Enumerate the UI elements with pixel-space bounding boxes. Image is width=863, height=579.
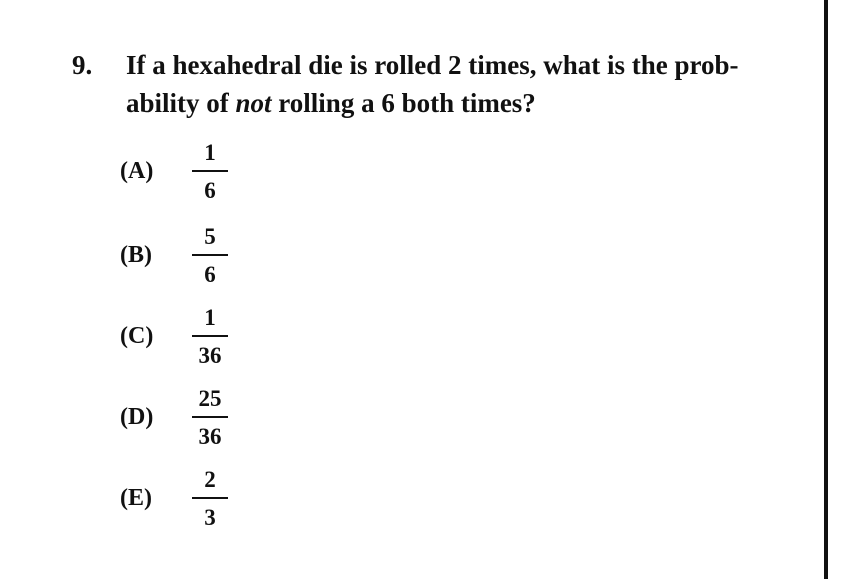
choice-d[interactable] (120, 384, 320, 454)
fraction-bar (192, 254, 228, 256)
fraction-denominator: 3 (204, 505, 216, 530)
fraction-numerator: 25 (198, 386, 222, 411)
question-line-1: If a hexahedral die is rolled 2 times, what is the prob- (126, 50, 739, 80)
fraction (192, 222, 228, 290)
fraction-bar (192, 416, 228, 418)
choice-e[interactable] (120, 465, 320, 535)
question-line-2-end: rolling a 6 both times? (271, 88, 536, 118)
fraction (192, 303, 228, 371)
fraction-bar (192, 497, 228, 499)
choice-b[interactable] (120, 222, 320, 292)
fraction-numerator: 2 (204, 467, 216, 492)
choice-letter: (E) (120, 485, 152, 511)
fraction (192, 138, 228, 206)
fraction-numerator: 1 (204, 140, 216, 165)
choice-letter: (D) (120, 404, 154, 430)
fraction (192, 384, 228, 452)
question-line-2 (126, 84, 786, 122)
fraction-denominator: 36 (198, 343, 222, 368)
fraction-denominator: 6 (204, 178, 216, 203)
choice-a[interactable] (120, 138, 320, 208)
choice-letter: (B) (120, 242, 152, 268)
choice-letter: (A) (120, 158, 154, 184)
fraction (192, 465, 228, 533)
fraction-numerator: 1 (204, 305, 216, 330)
choice-letter: (C) (120, 323, 154, 349)
question-line-2-start: ability of (126, 88, 236, 118)
question-number: 9. (72, 50, 93, 80)
question-text (126, 46, 786, 122)
page-right-border (824, 0, 828, 579)
fraction-bar (192, 335, 228, 337)
fraction-denominator: 6 (204, 262, 216, 287)
choice-c[interactable] (120, 303, 320, 373)
fraction-numerator: 5 (204, 224, 216, 249)
fraction-bar (192, 170, 228, 172)
question-emphasis: not (235, 88, 272, 118)
fraction-denominator: 36 (198, 424, 222, 449)
